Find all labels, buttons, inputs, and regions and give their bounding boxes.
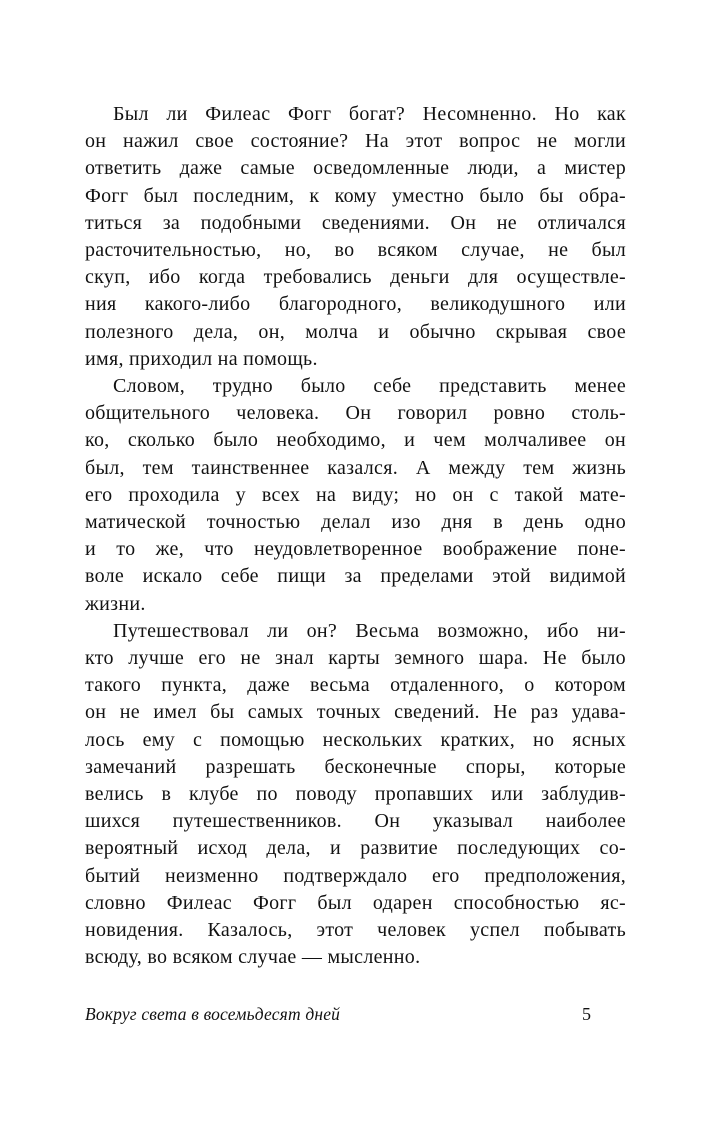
text-line: бытий неизменно подтверждало его предположения, (85, 864, 626, 887)
text-line: Был ли Филеас Фогг богат? Несомненно. Но как (113, 103, 626, 125)
text-line: полезного дела, он, молча и обычно скрывая свое (85, 320, 626, 343)
text-line: Словом, трудно было себе представить менее (113, 375, 626, 398)
text-line: титься за подобными сведениями. Он не отличался (85, 211, 626, 234)
text-line: замечаний разрешать бесконечные споры, которые (85, 755, 626, 778)
text-line: велись в клубе по поводу пропавших или заблудив- (85, 783, 626, 806)
text-line: такого пункта, даже весьма отдаленного, о котором (85, 674, 626, 697)
text-line: ния какого-либо благородного, великодушного или (85, 293, 626, 316)
paragraph (85, 373, 626, 618)
text-line: ответить даже самые осведомленные люди, а мистер (85, 157, 626, 180)
running-title: Вокруг света в восемьдесят дней (85, 1004, 341, 1024)
page-footer (85, 1004, 591, 1025)
text-line: Путешествовал ли он? Весьма возможно, ибо ни- (113, 619, 626, 642)
text-line: новидения. Казалось, этот человек успел побывать (85, 919, 626, 942)
text-line: его проходила у всех на виду; но он с такой мате- (85, 483, 626, 506)
text-line: имя, приходил на помощь. (85, 347, 318, 370)
page-body (85, 101, 626, 972)
text-line: жизни. (85, 592, 146, 615)
text-line: шихся путешественников. Он указывал наиболее (85, 810, 626, 833)
text-line: словно Филеас Фогг был одарен способностью яс- (85, 891, 626, 914)
text-line: ко, сколько было необходимо, и чем молчаливее он (85, 429, 626, 452)
text-line: матической точностью делал изо дня в день одно (85, 511, 626, 534)
text-line: всюду, во всяком случае — мысленно. (85, 946, 421, 969)
text-line: скуп, ибо когда требовались деньги для осуществле- (85, 266, 626, 289)
text-line: он нажил свое состояние? На этот вопрос не могли (85, 130, 626, 153)
text-line: общительного человека. Он говорил ровно столь- (85, 402, 626, 425)
text-line: Фогг был последним, к кому уместно было бы обра- (85, 184, 626, 207)
text-line: расточительностью, но, во всяком случае, не был (85, 239, 626, 262)
text-line: лось ему с помощью нескольких кратких, но ясных (85, 728, 626, 751)
paragraph (85, 101, 626, 373)
page-number: 5 (582, 1004, 591, 1024)
text-line: был, тем таинственнее казался. А между тем жизнь (85, 456, 626, 479)
text-line: он не имел бы самых точных сведений. Не раз удава- (85, 701, 626, 724)
text-line: кто лучше его не знал карты земного шара. Не было (85, 647, 626, 670)
text-line: воле искало себе пищи за пределами этой видимой (85, 565, 626, 588)
text-line: и то же, что неудовлетворенное воображение поне- (85, 538, 626, 561)
paragraph (85, 618, 626, 972)
text-line: вероятный исход дела, и развитие последующих со- (85, 837, 626, 860)
